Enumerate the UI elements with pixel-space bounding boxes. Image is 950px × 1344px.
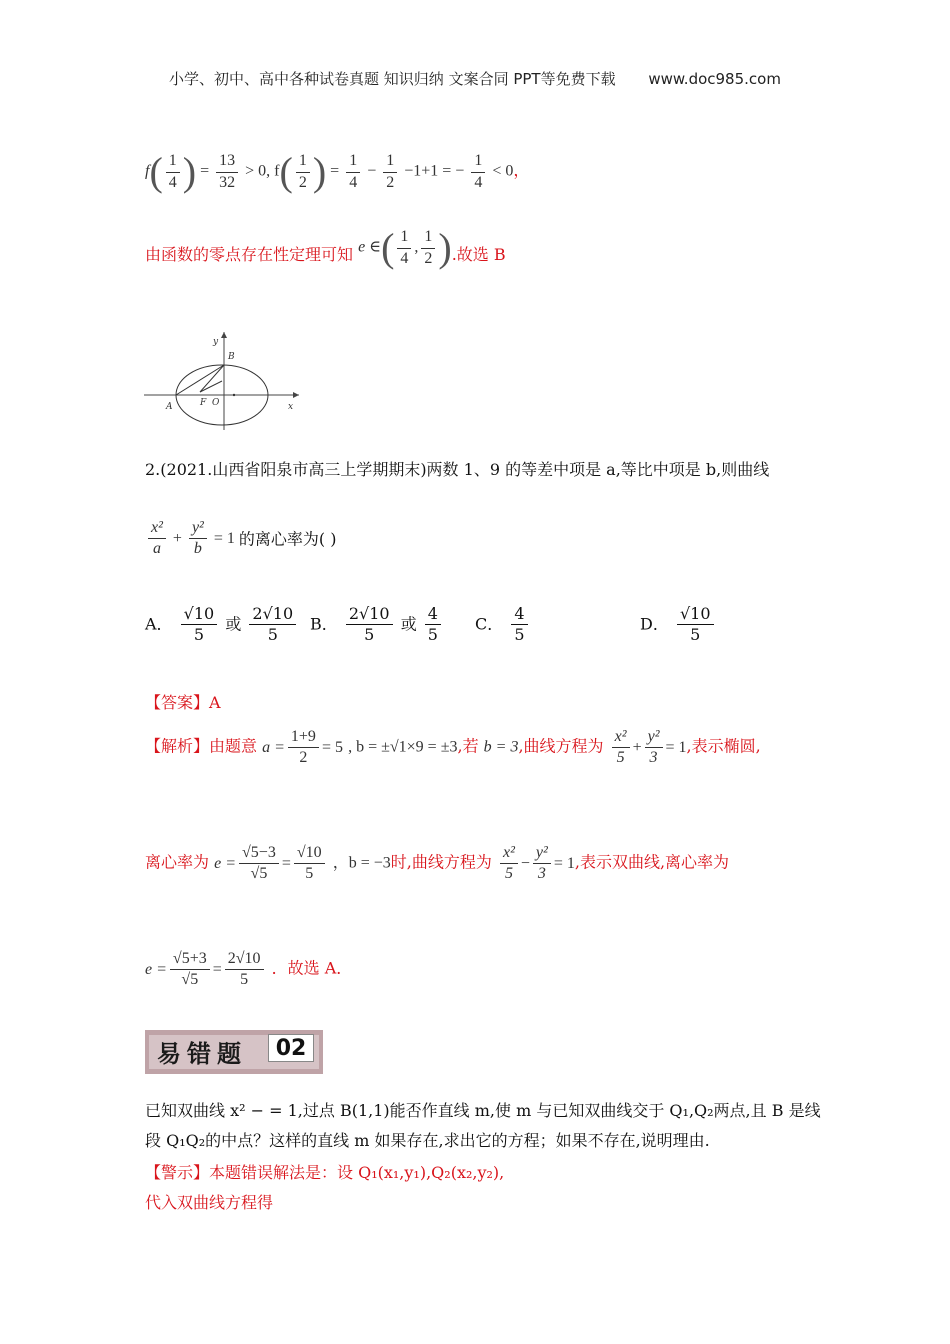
banner-title: 易错题	[157, 1040, 247, 1068]
b-label: B	[228, 352, 235, 362]
analysis-line-1: 【解析】由题意 a = $\frac{1+9}{2}$ = 5 , b = ±√1×9 = ±3,若 b = 3,曲线方程为 $\frac{\text{x²}}{5}$ + $\frac{\text{y²}}{3}$ = 1,表示椭圆,	[145, 728, 761, 767]
interval-expression: e ∈( $\frac{1}{4}$ , $\frac{1}{2}$ )	[358, 225, 452, 270]
analysis-line-3: e = $\frac{√5+3}{√5}$ = $\frac{2√10}{5}$ ．故选 A．	[145, 950, 353, 989]
answer-label: 【答案】A	[145, 693, 221, 712]
x-label: x	[288, 402, 294, 412]
f-label: F	[200, 398, 207, 408]
header-text: 小学、初中、高中各种试卷真题 知识归纳 文案合同 PPT等免费下载	[169, 70, 616, 88]
banner-number: 02	[268, 1034, 314, 1062]
segment-fb	[200, 365, 224, 392]
a-label: A	[166, 402, 173, 412]
header-site[interactable]: www.doc985.com	[648, 70, 781, 88]
zero-theorem-conclusion: 由函数的零点存在性定理可知 e ∈( $\frac{1}{4}$ , $\frac{1}{2}$ ).故选 B	[145, 225, 506, 270]
problem-3-line-2: 段 Q₁Q₂的中点？这样的直线 m 如果存在,求出它的方程；如果不存在,说明理由.	[145, 1131, 710, 1150]
segment-ab	[176, 365, 224, 395]
y-axis-arrow	[221, 332, 227, 338]
option-b[interactable]: B． $\frac{2√10}{5}$ 或 $\frac{4}{5}$	[310, 605, 444, 645]
option-c[interactable]: C． $\frac{4}{5}$	[475, 605, 531, 645]
option-a[interactable]: A． $\frac{√10}{5}$ 或 $\frac{2√10}{5}$	[145, 605, 299, 645]
o-label: O	[212, 398, 220, 408]
ellipse-figure	[144, 330, 304, 430]
error-prone-banner	[145, 1030, 323, 1074]
option-d[interactable]: D． $\frac{√10}{5}$	[640, 605, 717, 645]
focus-dot	[233, 394, 235, 396]
problem-2-curve: $\frac{\text{x²}}{a}$ + $\frac{\text{y²}}{b}$ = 1 的离心率为( )	[145, 519, 336, 559]
warning-line-2: 代入双曲线方程得	[145, 1193, 274, 1212]
page-header	[0, 68, 950, 89]
segment-f	[200, 381, 222, 392]
analysis-line-2: 离心率为 e = $\frac{√5-3}{√5}$ = $\frac{√10}{5}$ ，b = −3时,曲线方程为 $\frac{\text{x²}}{5}$ − $\frac{\text{y²}}{3}$ = 1,表示双曲线,离心率为	[145, 844, 730, 883]
problem-2-stem: 2.(2021.山西省阳泉市高三上学期期末)两数 1、9 的等差中项是 a,等比中项是 b,则曲线	[145, 460, 770, 479]
problem-3-line-1: 已知双曲线 x² − = 1,过点 B(1,1)能否作直线 m,使 m 与已知双曲线交于 Q₁,Q₂两点,且 B 是线	[145, 1101, 821, 1120]
x-axis-arrow	[293, 392, 299, 398]
warning-line-1: 【警示】本题错误解法是：设 Q₁(x₁,y₁),Q₂(x₂,y₂),	[145, 1163, 505, 1182]
f-value-equation: f( $\frac{1}{4}$ ) = $\frac{13}{32}$ > 0, f( $\frac{1}{2}$ ) = $\frac{1}{4}$ − $\frac{1}{2}$ −1+1 = − $\frac{1}{4}$ < 0，	[145, 149, 530, 194]
y-label: y	[213, 337, 219, 347]
